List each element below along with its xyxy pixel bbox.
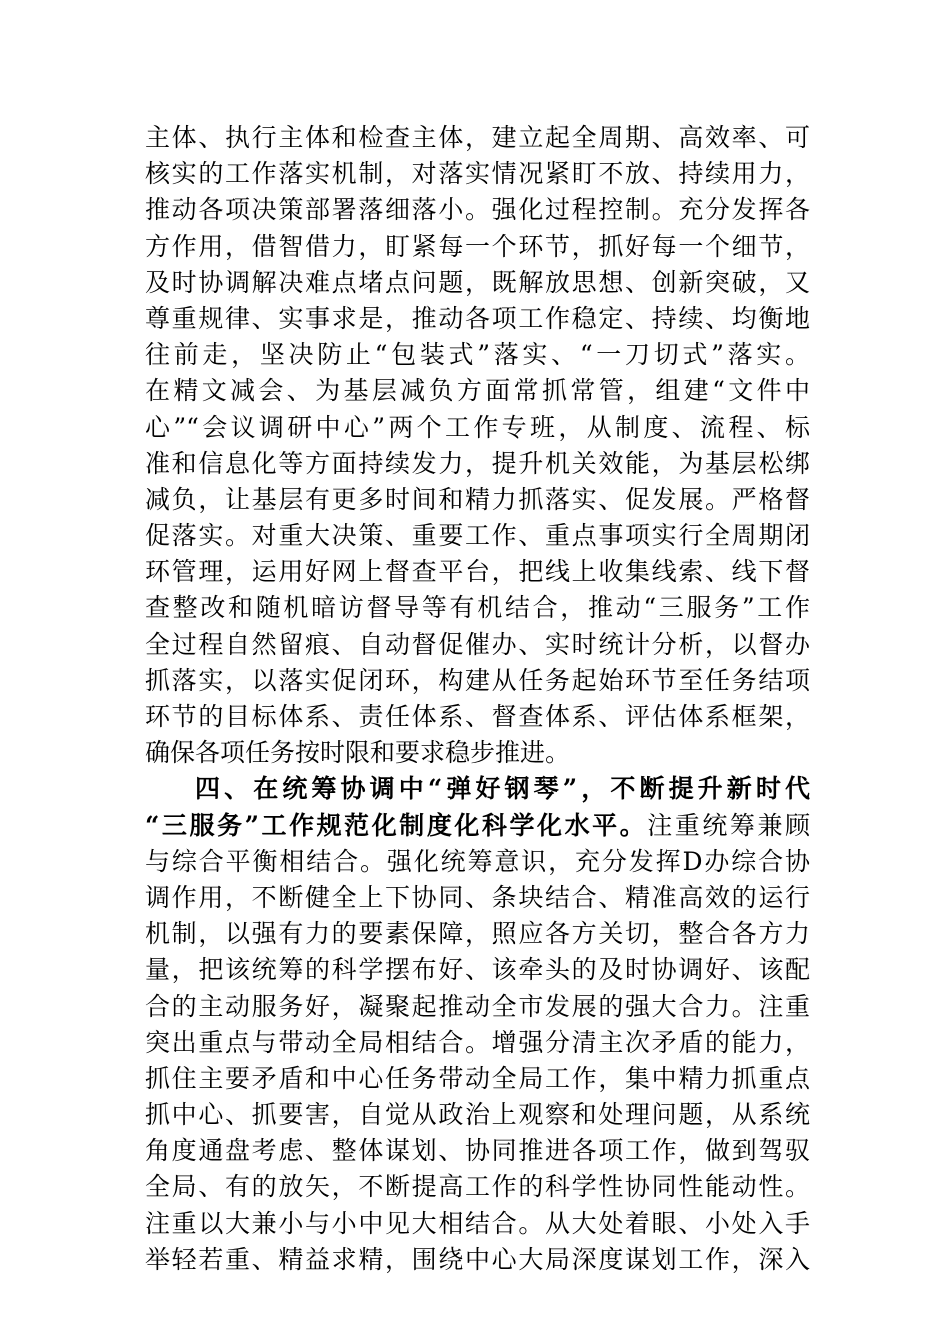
body-line: 主体、执行主体和检查主体，建立起全周期、高效率、可: [145, 123, 810, 152]
body-line: 促落实。对重大决策、重要工作、重点事项实行全周期闭: [145, 521, 810, 551]
body-text-start: 注重统筹兼顾: [647, 810, 810, 840]
body-line: 环管理，运用好网上督查平台，把线上收集线索、线下督: [145, 557, 810, 587]
section-heading-continuation: [145, 808, 810, 844]
body-line: 往前走，坚决防止“包装式”落实、“一刀切式”落实。: [145, 340, 810, 370]
body-line: 全过程自然留痕、自动督促催办、实时统计分析，以督办: [145, 629, 810, 659]
body-line: 环节的目标体系、责任体系、督查体系、评估体系框架，: [145, 702, 810, 731]
body-line: 抓中心、抓要害，自觉从政治上观察和处理问题，从系统: [145, 1100, 810, 1130]
body-line: 及时协调解决难点堵点问题，既解放思想、创新突破，又: [145, 267, 810, 297]
body-line: 合的主动服务好，凝聚起推动全市发展的强大合力。注重: [145, 991, 810, 1021]
section-heading: 四、在统筹协调中“弹好钢琴”，不断提升新时代: [195, 774, 810, 804]
body-line: 准和信息化等方面持续发力，提升机关效能，为基层松绑: [145, 448, 810, 478]
body-line: 量，把该统筹的科学摆布好、该牵头的及时协调好、该配: [145, 955, 810, 985]
body-line: 举轻若重、精益求精，围绕中心大局深度谋划工作，深入: [145, 1244, 810, 1274]
paragraph-end-line: 确保各项任务按时限和要求稳步推进。: [145, 738, 571, 768]
body-line: 抓落实，以落实促闭环，构建从任务起始环节至任务结项: [145, 665, 810, 695]
body-line: 角度通盘考虑、整体谋划、协同推进各项工作，做到驾驭: [145, 1136, 810, 1166]
body-line: 尊重规律、实事求是，推动各项工作稳定、持续、均衡地: [145, 303, 810, 333]
body-line: 机制，以强有力的要素保障，照应各方关切，整合各方力: [145, 919, 810, 949]
body-line: 注重以大兼小与小中见大相结合。从大处着眼、小处入手: [145, 1208, 810, 1238]
body-line: 调作用，不断健全上下协同、条块结合、精准高效的运行: [145, 882, 810, 912]
body-line: 减负，让基层有更多时间和精力抓落实、促发展。严格督: [145, 484, 810, 514]
document-page: [145, 120, 810, 1278]
body-line: 与综合平衡相结合。强化统筹意识，充分发挥D办综合协: [145, 846, 810, 876]
body-line: 突出重点与带动全局相结合。增强分清主次矛盾的能力，: [145, 1027, 810, 1057]
body-line: 心”“会议调研中心”两个工作专班，从制度、流程、标: [145, 412, 810, 442]
body-line: 查整改和随机暗访督导等有机结合，推动“三服务”工作: [145, 593, 810, 623]
body-line: 核实的工作落实机制，对落实情况紧盯不放、持续用力，: [145, 159, 810, 189]
body-line: 抓住主要矛盾和中心任务带动全局工作，集中精力抓重点: [145, 1063, 810, 1093]
section-heading-tail: “三服务”工作规范化制度化科学化水平。: [145, 810, 648, 840]
body-line: 全局、有的放矢，不断提高工作的科学性协同性能动性。: [145, 1172, 810, 1202]
body-line: 推动各项决策部署落细落小。强化过程控制。充分发挥各: [145, 195, 810, 225]
body-line: 方作用，借智借力，盯紧每一个环节，抓好每一个细节，: [145, 231, 810, 261]
body-line: 在精文减会、为基层减负方面常抓常管，组建“文件中: [145, 376, 810, 406]
